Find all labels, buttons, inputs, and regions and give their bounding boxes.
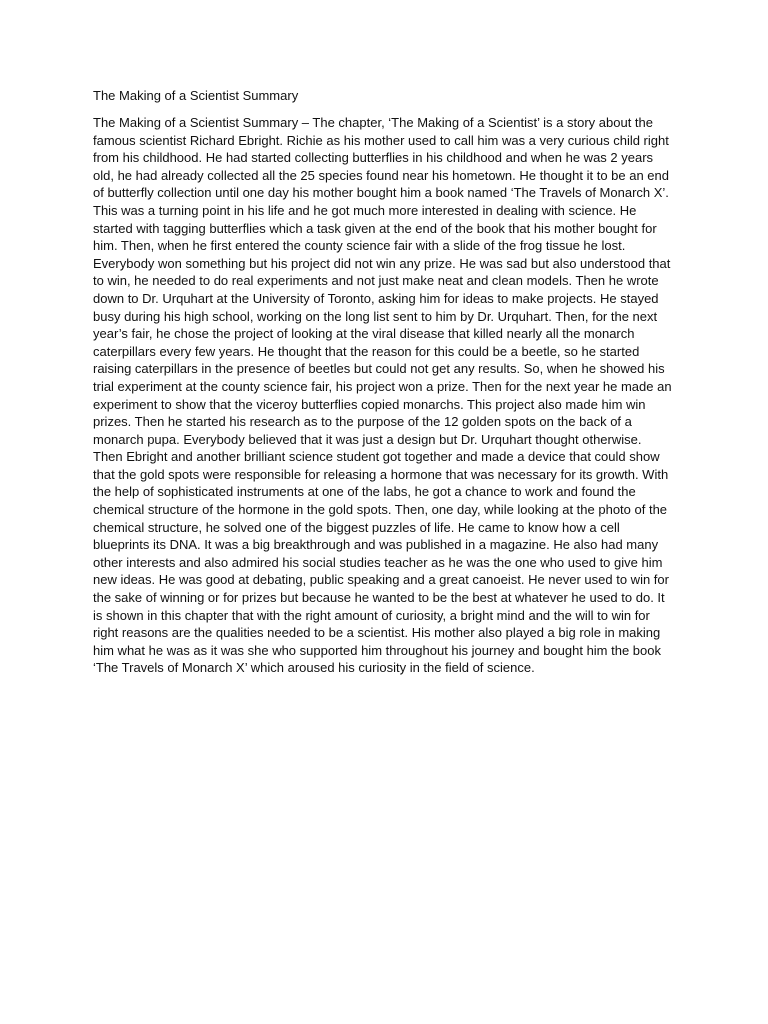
body-text-line: famous scientist Richard Ebright. Richie as his mother used to call him was a very curious child right	[93, 132, 669, 148]
body-text-line: This was a turning point in his life and he got much more interested in dealing with science. He	[93, 202, 637, 218]
document-title: The Making of a Scientist Summary	[93, 88, 299, 103]
body-text-line: ‘The Travels of Monarch X’ which aroused his curiosity in the field of science.	[93, 660, 535, 676]
body-text-line: busy during his high school, working on the long list sent to him by Dr. Urquhart. Then, for the next	[93, 308, 658, 324]
body-text-line: the help of sophisticated instruments at one of the labs, he got a chance to work and found the	[93, 484, 636, 500]
body-text-line: is shown in this chapter that with the right amount of curiosity, a bright mind and the will to win for	[93, 607, 650, 623]
body-text-line: the sake of winning or for prizes but because he wanted to be the best at whatever he used to do. It	[93, 590, 665, 606]
body-text-line: down to Dr. Urquhart at the University of Toronto, asking him for ideas to make projects. He stayed	[93, 290, 659, 306]
body-text-line: chemical structure, he solved one of the biggest puzzles of life. He came to know how a cell	[93, 519, 620, 535]
body-text-line: raising caterpillars in the presence of beetles but could not get any results. So, when he showed his	[93, 361, 665, 377]
body-text-line: trial experiment at the county science fair, his project won a prize. Then for the next year he made an	[93, 378, 672, 394]
body-text-line: that the gold spots were responsible for releasing a hormone that was necessary for its growth. With	[93, 466, 669, 482]
body-text-line: prizes. Then he started his research as to the purpose of the 12 golden spots on the back of a	[93, 414, 632, 430]
document-body	[93, 114, 677, 677]
body-text-line: The Making of a Scientist Summary – The chapter, ‘The Making of a Scientist’ is a story about the	[93, 115, 653, 130]
body-text-line: blueprints its DNA. It was a big breakthrough and was published in a magazine. He also had many	[93, 537, 659, 553]
body-text-line: caterpillars every few years. He thought that the reason for this could be a beetle, so he started	[93, 343, 640, 359]
body-text-line: right reasons are the qualities needed to be a scientist. His mother also played a big role in making	[93, 625, 661, 641]
body-text-line: from his childhood. He had started collecting butterflies in his childhood and when he was 2 years	[93, 150, 654, 166]
body-text-line: him what he was as it was she who supported him throughout his journey and bought him the book	[93, 642, 662, 658]
body-text-line: Everybody won something but his project did not win any prize. He was sad but also understood that	[93, 255, 671, 271]
body-text-line: other interests and also admired his social studies teacher as he was the one who used to give him	[93, 554, 663, 570]
body-text-line: to win, he needed to do real experiments and not just make neat and clean models. Then he wrote	[93, 273, 659, 289]
body-text-line: him. Then, when he first entered the county science fair with a slide of the frog tissue he lost.	[93, 238, 626, 254]
body-text-line: Then Ebright and another brilliant science student got together and made a device that could show	[93, 449, 660, 465]
body-text-line: started with tagging butterflies which a task given at the end of the book that his mother bought for	[93, 220, 657, 236]
body-text-line: old, he had already collected all the 25 species found near his hometown. He thought it to be an end	[93, 167, 669, 183]
body-text-line: year’s fair, he chose the project of looking at the viral disease that killed nearly all the monarch	[93, 326, 635, 342]
body-text-line: chemical structure of the hormone in the gold spots. Then, one day, while looking at the photo of the	[93, 502, 668, 518]
body-text-line: experiment to show that the viceroy butterflies copied monarchs. This project also made him win	[93, 396, 646, 412]
body-text-line: of butterfly collection until one day his mother bought him a book named ‘The Travels of Monarch X’.	[93, 185, 669, 201]
body-text-line: new ideas. He was good at debating, public speaking and a great canoeist. He never used to win for	[93, 572, 669, 588]
body-text-line: monarch pupa. Everybody believed that it was just a design but Dr. Urquhart thought otherwise.	[93, 431, 642, 447]
